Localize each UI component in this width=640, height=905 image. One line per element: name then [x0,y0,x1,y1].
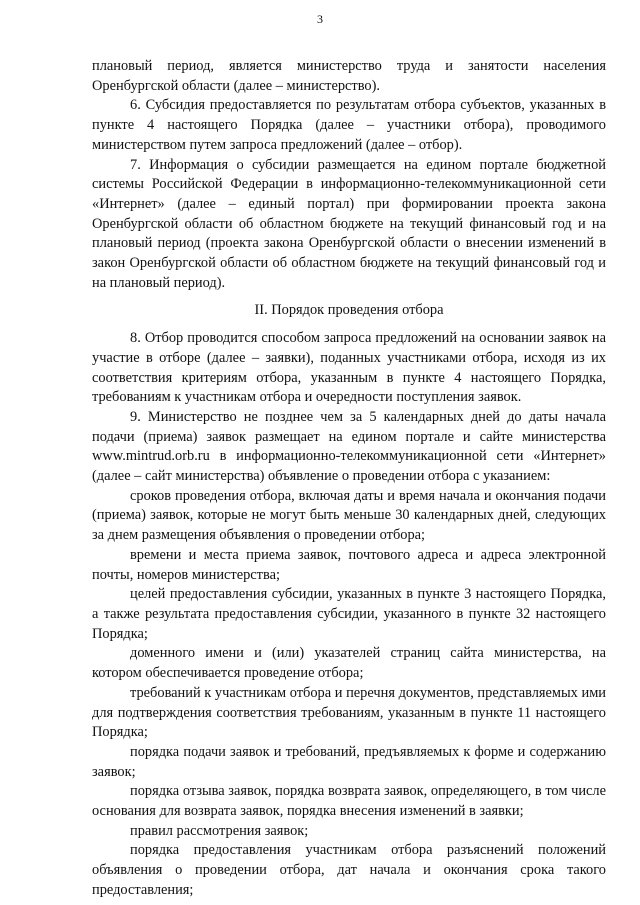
list-item-review-rules: правил рассмотрения заявок; [130,822,309,839]
list-item-domain: доменного имени и (или) указателей страниц сайта министерства, на котором обеспечивается проведение отбора; [92,645,606,682]
paragraph-continuation: плановый период, является министерство труда и занятости населения Оренбургской области (далее – министерство). [92,58,606,94]
list-item-deadlines: сроков проведения отбора, включая даты и время начала и окончания подачи (приема) заявок, которые не могут быть меньше 30 календарных дней, следующих за днем размещения объявления о проведении отбора; [92,487,606,544]
list-item-requirements: требований к участникам отбора и перечня документов, представляемых ими для подтверждения соответствия требованиям, указанным в пункте 11 настоящего Порядка; [92,684,606,741]
list-item-goals: целей предоставления субсидии, указанных в пункте 3 настоящего Порядка, а также результата предоставления субсидии, указанного в пункте 32 настоящего Порядка; [92,586,606,642]
paragraph-item-9: 9. Министерство не позднее чем за 5 календарных дней до даты начала подачи (приема) заявок размещает на едином портале и сайте министерства www.mintrud.orb.ru в информационно-телекоммуникационной сети «Интернет» (далее – сайт министерства) объявление о проведении отбора с указанием: [92,408,606,485]
section-title: II. Порядок проведения отбора [254,302,444,319]
list-item-submission-order: порядка подачи заявок и требований, предъявляемых к форме и содержанию заявок; [92,743,606,780]
list-item-withdrawal-order: порядка отзыва заявок, порядка возврата заявок, определяющего, в том числе основания для возврата заявок, порядка внесения изменений в заявки; [92,783,606,820]
paragraph-item-7: 7. Информация о субсидии размещается на едином портале бюджетной системы Российской Федерации в информационно-телекоммуникационной сети «Интернет» (далее – единый портал) при формировании проекта закона Оренбургской области об областном бюджете на текущий финансовый год и на плановый период (проекта закона Оренбургской области о внесении изменений в закон Оренбургской области об областном бюджете на текущий финансовый год и на плановый период). [92,156,606,291]
page-number: 3 [317,12,323,26]
document-body [92,57,606,901]
paragraph-item-8: 8. Отбор проводится способом запроса предложений на основании заявок на участие в отборе (далее – заявки), поданных участниками отбора, исходя из их соответствия критериям отбора, указанным в пункте 4 настоящего Порядка, требованиям к участникам отбора и очередности поступления заявок. [92,330,606,406]
list-item-clarifications: порядка предоставления участникам отбора разъяснений положений объявления о проведении отбора, дат начала и окончания срока такого предоставления; [92,842,606,898]
list-item-place-time: времени и места приема заявок, почтового адреса и адреса электронной почты, номеров министерства; [92,546,606,583]
paragraph-item-6: 6. Субсидия предоставляется по результатам отбора субъектов, указанных в пункте 4 настоящего Порядка (далее – участники отбора), проводимого министерством путем запроса предложений (далее – отбор). [92,97,606,153]
